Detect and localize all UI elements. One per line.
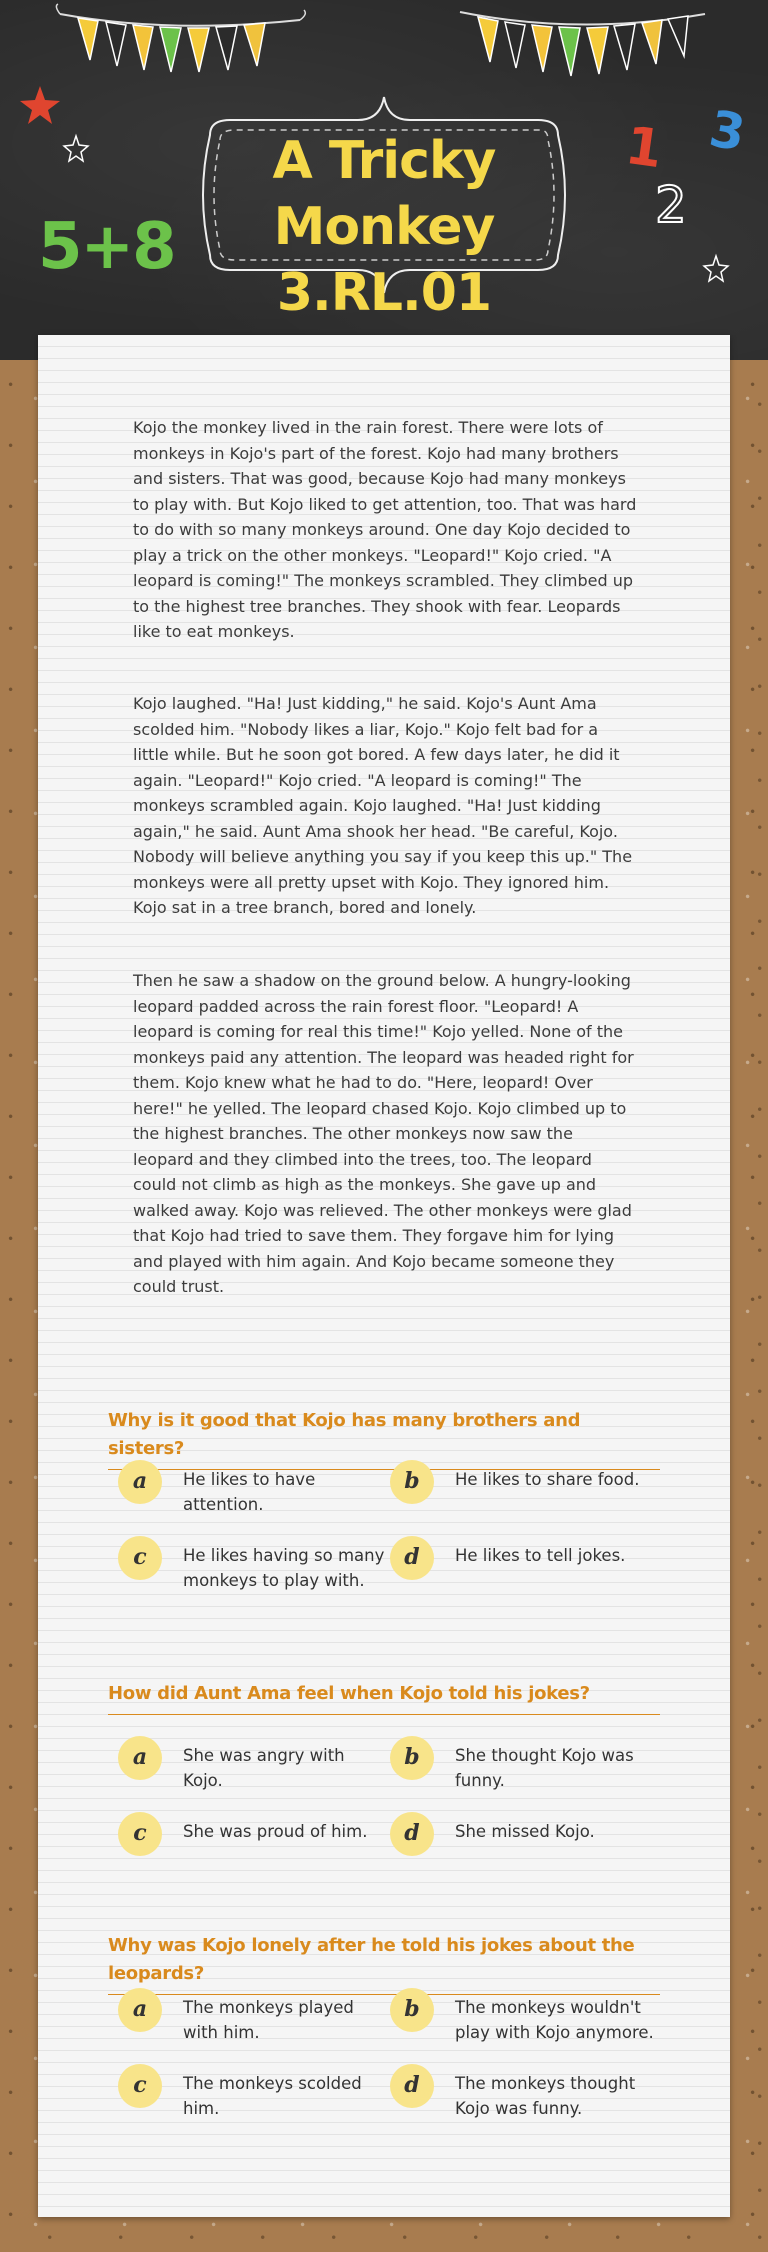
option-text: The monkeys thought Kojo was funny. — [455, 2074, 636, 2118]
deco-number-3: 3 — [705, 99, 750, 163]
option-letter-d: d — [390, 1812, 434, 1856]
option-letter-a: a — [118, 1736, 162, 1780]
option-text: She missed Kojo. — [455, 1822, 595, 1841]
story-paragraph-2: Kojo laughed. "Ha! Just kidding," he said. Kojo's Aunt Ama scolded him. "Nobody likes a liar, Kojo." Kojo felt bad for a little while. But he soon got bored. A few days later, he did it again. "Leopard!" Kojo cried. "A leopard is coming!" The monkeys scrambled again. Kojo laughed. "Ha! Just kidding again," he said. Aunt Ama shook her head. "Be careful, Kojo. Nobody will believe anything you say if you keep this up." The monkeys were all pretty upset with Kojo. They ignored him. Kojo sat in a tree branch, bored and lonely. — [133, 694, 633, 917]
option-text: She thought Kojo was funny. — [455, 1746, 634, 1790]
page-title — [190, 128, 578, 326]
option-letter-b: b — [390, 1460, 434, 1504]
option-letter-d: d — [390, 1536, 434, 1580]
option-letter-c: c — [118, 1536, 162, 1580]
option-text: He likes to have attention. — [183, 1470, 316, 1514]
option-letter-d: d — [390, 2064, 434, 2108]
deco-number-1: 1 — [622, 115, 667, 181]
option-text: The monkeys wouldn't play with Kojo anymore. — [455, 1998, 654, 2042]
option-text: She was proud of him. — [183, 1822, 368, 1841]
deco-number-2: 2 — [655, 176, 687, 234]
star-icon — [704, 256, 728, 281]
option-letter-a: a — [118, 1988, 162, 2032]
title-line-2: 3.RL.01 — [276, 263, 492, 323]
story-paragraph-1: Kojo the monkey lived in the rain forest. There were lots of monkeys in Kojo's part of the forest. Kojo had many brothers and sisters. That was good, because Kojo had many monkeys to play with. But Kojo liked to get attention, too. That was hard to do with so many monkeys around. One day Kojo decided to play a trick on the other monkeys. "Leopard!" Kojo cried. "A leopard is coming!" The monkeys scrambled. They climbed up to the highest tree branches. They shook with fear. Leopards like to eat monkeys. — [133, 418, 637, 641]
star-icon — [20, 86, 60, 124]
option-letter-b: b — [390, 1988, 434, 2032]
option-letter-b: b — [390, 1736, 434, 1780]
option-letter-c: c — [118, 1812, 162, 1856]
deco-math: 5+8 — [38, 210, 175, 284]
story-paragraph-3: Then he saw a shadow on the ground below. A hungry-looking leopard padded across the rain forest floor. "Leopard! A leopard is coming for real this time!" Kojo yelled. None of the monkeys paid any attention. The leopard was headed right for them. Kojo knew what he had to do. "Here, leopard! Over here!" he yelled. The leopard chased Kojo. Kojo climbed up to the highest branches. The other monkeys now saw the leopard and they climbed into the trees, too. The leopard could not climb as high as the monkeys. She gave up and walked away. Kojo was relieved. The other monkeys were glad that Kojo had tried to save them. They forgave him for lying and played with him again. And Kojo became someone they could trust. — [133, 971, 634, 1296]
option-text: The monkeys played with him. — [183, 1998, 354, 2042]
bunting-flags-left — [56, 4, 305, 72]
option-text: She was angry with Kojo. — [183, 1746, 345, 1790]
option-text: He likes having so many monkeys to play with. — [183, 1546, 385, 1590]
bunting-flags-right — [460, 12, 705, 76]
star-icon — [64, 136, 88, 161]
option-text: He likes to tell jokes. — [455, 1546, 626, 1565]
option-text: He likes to share food. — [455, 1470, 640, 1489]
option-letter-a: a — [118, 1460, 162, 1504]
question-1-title: Why is it good that Kojo has many brothers and sisters? — [108, 1407, 660, 1470]
option-text: The monkeys scolded him. — [183, 2074, 362, 2118]
option-letter-c: c — [118, 2064, 162, 2108]
question-3-title: Why was Kojo lonely after he told his jokes about the leopards? — [108, 1932, 660, 1995]
question-2-title: How did Aunt Ama feel when Kojo told his jokes? — [108, 1680, 660, 1715]
title-line-1: A Tricky Monkey — [272, 131, 496, 257]
